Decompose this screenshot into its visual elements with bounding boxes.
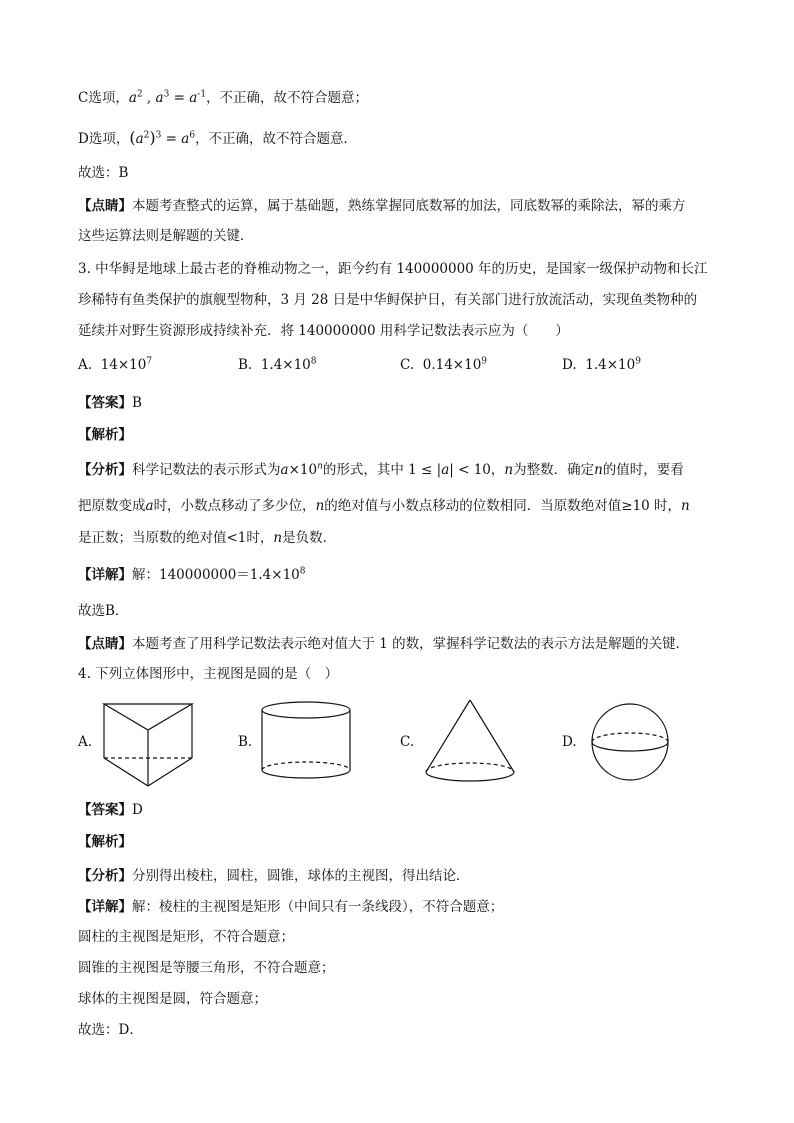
q3-option-d: D. $1.4\times 10^9$ (562, 356, 641, 373)
q3-stem-line-3: 延续并对野生资源形成持续补充．将 140000000 用科学记数法表示应为（ ） (78, 323, 569, 339)
q3-fenxi-line-2: 把原数变成a时，小数点移动了多少位，n的绝对值与小数点移动的位数相同．当原数绝对值≥10 时，n (78, 498, 690, 514)
q3-answer: 【答案】B (78, 395, 142, 411)
q3-option-a: A. $14\times 10^7$ (78, 356, 153, 373)
q4-detail-line-4: 球体的主视图是圆，符合题意； (78, 991, 267, 1007)
q4-answer: 【答案】D (78, 802, 143, 818)
q4-detail-line-2: 圆柱的主视图是矩形，不符合题意； (78, 929, 294, 945)
option-c-explanation: C选项，$a^2$ , $a^3 = a^{-1}$，不正确，故不符合题意； (78, 89, 369, 106)
q3-stem-line-1: 3. 中华鲟是地球上最古老的脊椎动物之一，距今约有 140000000 年的历史，是国家一级保护动物和长江 (78, 261, 708, 277)
prev-answer: 故选：B (78, 165, 129, 181)
q3-fenxi-line-1: 【分析】科学记数法的表示形式为$a\times 10^n$的形式，其中 1 ≤ |a| < 10，n为整数．确定n的值时，要看 (78, 461, 684, 478)
q4-analysis-tag: 【解析】 (78, 834, 132, 850)
q3-conclusion: 故选B． (78, 603, 129, 619)
q3-fenxi-line-3: 是正数；当原数的绝对值<1时，n是负数． (78, 530, 337, 546)
q4-stem: 4. 下列立体图形中，主视图是圆的是（ ） (78, 666, 339, 682)
q4-detail-line-1: 【详解】解：棱柱的主视图是矩形（中间只有一条线段），不符合题意； (78, 899, 504, 915)
q4-figures: A. B. C. D. (78, 696, 718, 796)
q3-option-b: B. $1.4\times 10^8$ (238, 356, 317, 373)
sphere-figure (582, 696, 682, 796)
option-d-explanation: D选项，$(a^2)^3 = a^6$，不正确，故不符合题意． (78, 128, 358, 147)
q4-conclusion: 故选：D． (78, 1022, 143, 1038)
prev-comment-line-2: 这些运算法则是解题的关键． (78, 228, 254, 244)
cylinder-figure (256, 696, 366, 796)
q3-comment: 【点睛】本题考查了用科学记数法表示绝对值大于 1 的数，掌握科学记数法的表示方法是解题的关键． (78, 636, 690, 652)
q3-detail: 【详解】解：$140000000=1.4\times 10^8$ (78, 566, 306, 583)
prev-comment-line-1: 【点睛】本题考查整式的运算，属于基础题，熟练掌握同底数幂的加法，同底数幂的乘除法，幂的乘方 (78, 198, 686, 214)
q3-analysis-tag: 【解析】 (78, 427, 132, 443)
triangular-prism-figure (98, 696, 208, 796)
q3-stem-line-2: 珍稀特有鱼类保护的旗舰型物种，3 月 28 日是中华鲟保护日，有关部门进行放流活动，实现鱼类物种的 (78, 292, 698, 308)
q3-option-c: C. $0.14\times 10^9$ (400, 356, 488, 373)
q3-options (78, 357, 738, 377)
q4-fenxi: 【分析】分别得出棱柱，圆柱，圆锥，球体的主视图，得出结论． (78, 868, 470, 884)
q4-detail-line-3: 圆锥的主视图是等腰三角形，不符合题意； (78, 960, 335, 976)
cone-figure (420, 696, 530, 796)
